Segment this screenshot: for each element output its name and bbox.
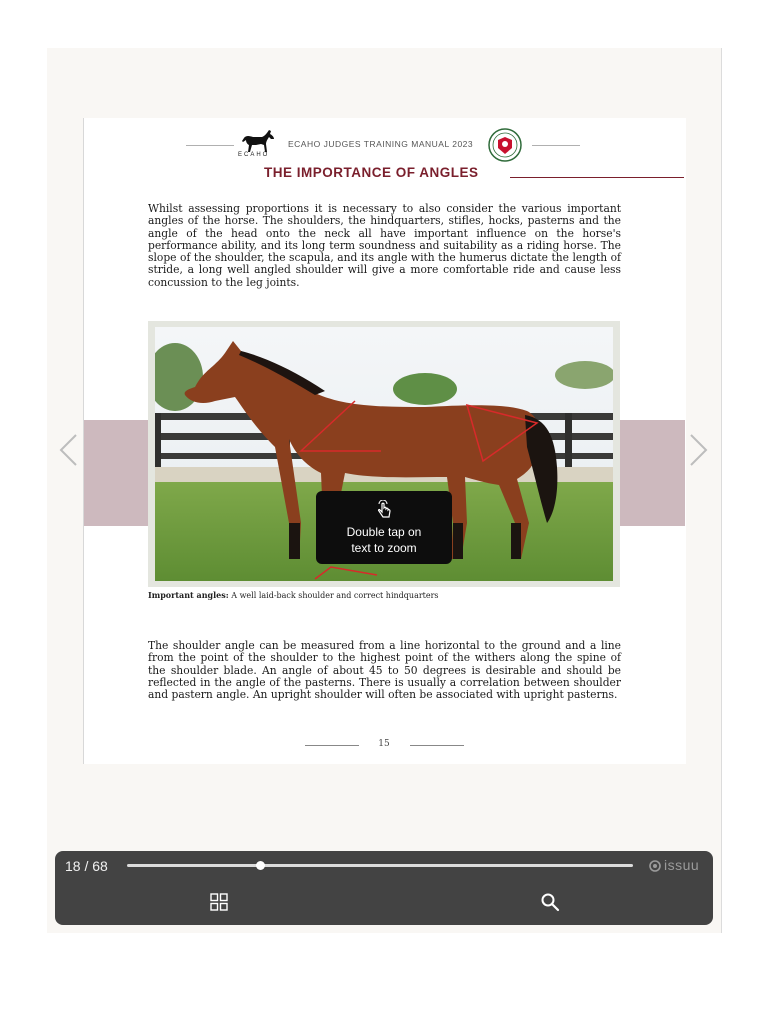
- page-number: 15: [378, 739, 390, 749]
- page-progress-slider[interactable]: [127, 864, 633, 867]
- tap-hand-icon: [374, 500, 394, 520]
- manual-title: ECAHO JUDGES TRAINING MANUAL 2023: [288, 139, 474, 149]
- footer-rule-right: [410, 745, 464, 746]
- tooltip-line-2: text to zoom: [351, 541, 417, 555]
- zoom-hint-tooltip: [316, 491, 452, 564]
- footer-rule-left: [305, 745, 359, 746]
- decorative-band-right: [620, 420, 685, 526]
- decorative-band-left: [84, 420, 148, 526]
- chevron-left-icon[interactable]: [56, 432, 82, 468]
- search-icon[interactable]: [537, 889, 563, 915]
- section-title: THE IMPORTANCE OF ANGLES: [264, 165, 479, 180]
- issuu-logo-icon: [649, 860, 661, 872]
- issuu-brand[interactable]: issuu: [664, 857, 700, 873]
- header-rule-right: [532, 145, 580, 146]
- shoulder-angle-paragraph: The shoulder angle can be measured from a line horizontal to the ground and a line from the point of the shoulder to the highest point of the withers along the spine of the shoulder blade. An angle of about 45 to 50 degrees is desirable and should be reflected in the angle of the pasterns. There is usually a correlation between shoulder and pastern angle. An upright shoulder will often be associated with upright pasterns.: [148, 639, 621, 702]
- logo-wordmark: ECAHO: [238, 152, 270, 158]
- intro-paragraph: Whilst assessing proportions it is necessary to also consider the various important angles of the horse. The shoulders, the hindquarters, stifles, hocks, pasterns and the angle of the head onto the neck all have important influence on the horse's performance ability, and its long term soundness and suitability as a riding horse. The slope of the shoulder, the scapula, and its angle with the humerus dictate the length of stride, a long well angled shoulder will give a more comfortable ride and cause less concussion to the leg joints.: [148, 202, 621, 289]
- photo-caption: Important angles: A well laid-back shoulder and correct hindquarters: [148, 590, 439, 600]
- seal-logo-icon: [488, 128, 522, 162]
- chevron-right-icon[interactable]: [685, 432, 711, 468]
- tooltip-line-1: Double tap on: [346, 525, 422, 539]
- grid-view-icon[interactable]: [206, 889, 232, 915]
- progress-slider-handle[interactable]: [256, 861, 265, 870]
- reader-toolbar: [55, 851, 713, 925]
- title-underline: [510, 177, 684, 178]
- page-counter: 18 / 68: [65, 858, 108, 874]
- horse-logo-icon: [240, 128, 276, 154]
- header-rule-left: [186, 145, 234, 146]
